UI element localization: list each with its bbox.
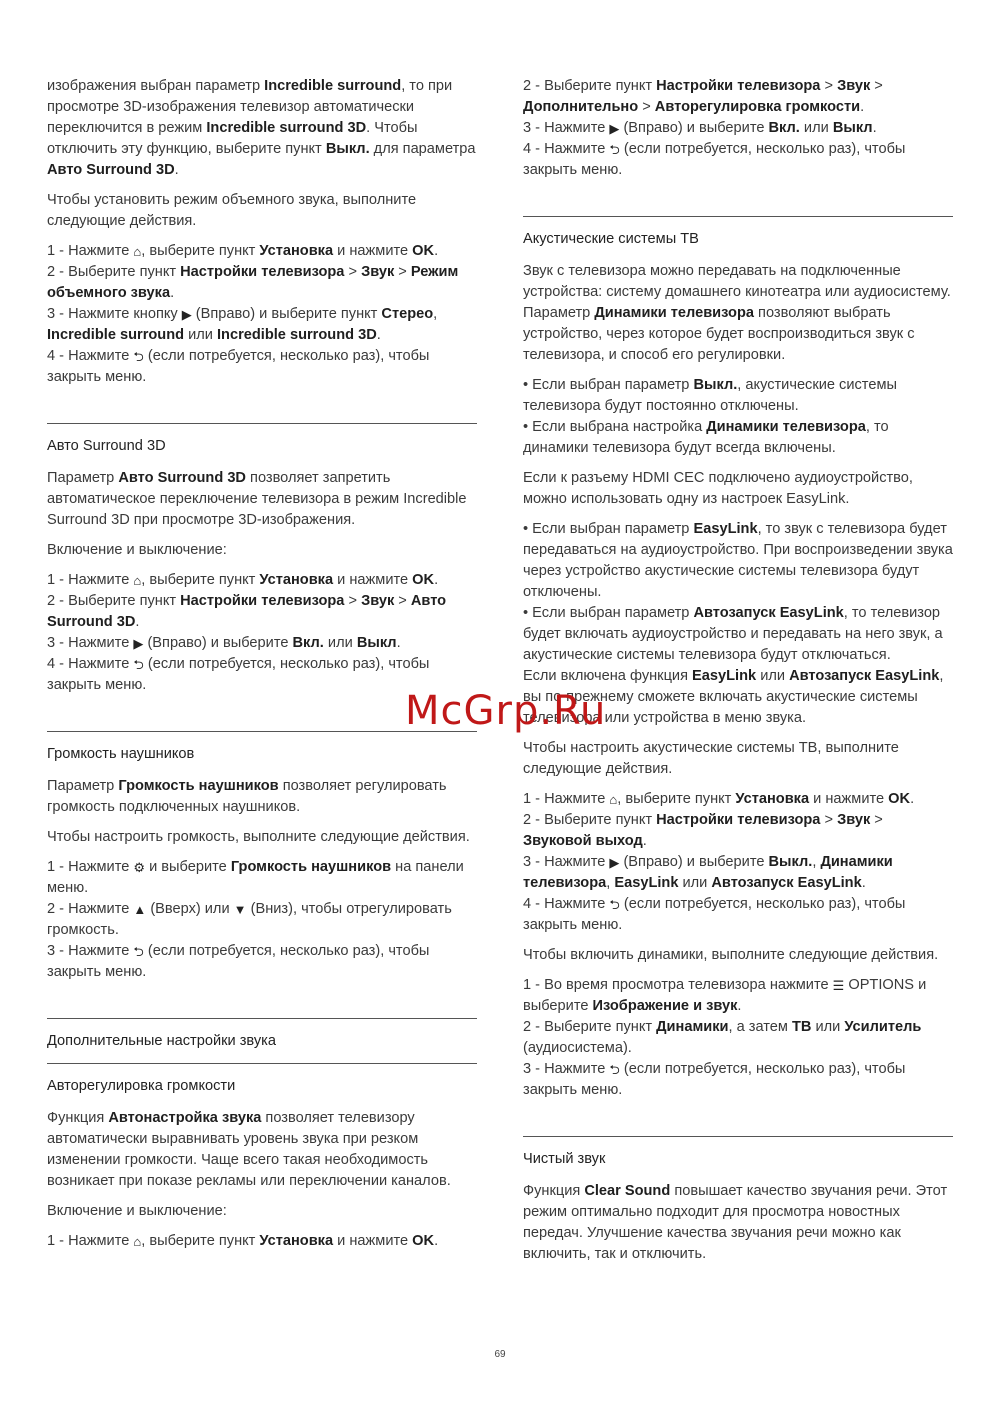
step: 2 - Выберите пункт Настройки телевизора > Звук > Режим объемного звука. bbox=[47, 264, 459, 301]
step: 2 - Нажмите ▲ (Вверх) или ▼ (Вниз), чтобы отрегулировать громкость. bbox=[47, 901, 452, 938]
options-icon: ☰ bbox=[832, 978, 845, 993]
bullet-item: • Если выбрана настройка Динамики телевизора, то динамики телевизора будут всегда включены. bbox=[523, 419, 889, 456]
right-arrow-icon: ▶ bbox=[133, 636, 144, 651]
bullet-item: • Если выбран параметр EasyLink, то звук с телевизора будет передаваться на аудиоустройство. При воспроизведении звука через устройство акустические системы телевизора будут отключены. bbox=[523, 521, 953, 600]
steps-list bbox=[523, 789, 953, 936]
step: 4 - Нажмите ⮌ (если потребуется, несколько раз), чтобы закрыть меню. bbox=[47, 348, 430, 385]
steps-list bbox=[47, 1231, 477, 1252]
page-number: 69 bbox=[494, 1349, 506, 1360]
step: 1 - Во время просмотра телевизора нажмите ☰ OPTIONS и выберите Изображение и звук. bbox=[523, 977, 927, 1014]
step: 3 - Нажмите ⮌ (если потребуется, несколько раз), чтобы закрыть меню. bbox=[47, 943, 430, 980]
home-icon: ⌂ bbox=[609, 792, 618, 807]
bullet-item: • Если выбран параметр Выкл., акустические системы телевизора будут постоянно отключены. bbox=[523, 377, 897, 414]
step: 3 - Нажмите кнопку ▶ (Вправо) и выберите пункт Стерео, Incredible surround или Incredible surround 3D. bbox=[47, 306, 438, 343]
bullet-list bbox=[523, 375, 953, 459]
paragraph: Функция Автонастройка звука позволяет телевизору автоматически выравнивать уровень звука при резком изменении громкости. Чаще всего такая необходимость возникает при показе рекламы или переключении каналов. bbox=[47, 1110, 451, 1189]
step: 2 - Выберите пункт Настройки телевизора > Звук > Звуковой выход. bbox=[523, 812, 883, 849]
back-icon: ⮌ bbox=[133, 944, 144, 959]
paragraph: Параметр Авто Surround 3D позволяет запретить автоматическое переключение телевизора в режим Incredible Surround 3D при просмотре 3D-изображения. bbox=[47, 470, 467, 528]
home-icon: ⌂ bbox=[133, 573, 142, 588]
step: 1 - Нажмите ⌂, выберите пункт Установка и нажмите OK. bbox=[523, 789, 953, 810]
step: 3 - Нажмите ▶ (Вправо) и выберите Вкл. или Выкл. bbox=[47, 633, 477, 654]
gear-icon: ⚙ bbox=[133, 860, 146, 875]
up-arrow-icon: ▲ bbox=[133, 902, 147, 917]
back-icon: ⮌ bbox=[609, 1062, 620, 1077]
section-divider bbox=[47, 423, 477, 424]
section-heading: Авто Surround 3D bbox=[47, 438, 166, 454]
paragraph: Если включена функция EasyLink или Автозапуск EasyLink, вы по-прежнему сможете включать акустические системы телевизора или устройства в меню звука. bbox=[523, 668, 944, 726]
paragraph: Чтобы настроить акустические системы ТВ, выполните следующие действия. bbox=[523, 740, 899, 777]
section-heading: Чистый звук bbox=[523, 1151, 606, 1167]
right-arrow-icon: ▶ bbox=[609, 855, 620, 870]
subsection-heading: Авторегулировка громкости bbox=[47, 1078, 236, 1094]
steps-list bbox=[523, 975, 953, 1101]
bullet-item: • Если выбран параметр Автозапуск EasyLink, то телевизор будет включать аудиоустройство и передавать на него звук, а акустические системы телевизора будут отключаться. bbox=[523, 605, 943, 663]
step: 2 - Выберите пункт Настройки телевизора > Звук > Дополнительно > Авторегулировка громкости. bbox=[523, 78, 883, 115]
step: 3 - Нажмите ⮌ (если потребуется, несколько раз), чтобы закрыть меню. bbox=[523, 1061, 906, 1098]
step: 4 - Нажмите ⮌ (если потребуется, несколько раз), чтобы закрыть меню. bbox=[523, 141, 906, 178]
step: 1 - Нажмите ⌂, выберите пункт Установка и нажмите OK. bbox=[47, 570, 477, 591]
section-divider bbox=[47, 1018, 477, 1019]
back-icon: ⮌ bbox=[609, 142, 620, 157]
back-icon: ⮌ bbox=[609, 897, 620, 912]
step: 2 - Выберите пункт Динамики, а затем ТВ или Усилитель (аудиосистема). bbox=[523, 1019, 922, 1056]
step: 1 - Нажмите ⌂, выберите пункт Установка и нажмите OK. bbox=[47, 241, 477, 262]
step: 1 - Нажмите ⌂, выберите пункт Установка и нажмите OK. bbox=[47, 1231, 477, 1252]
step: 4 - Нажмите ⮌ (если потребуется, несколько раз), чтобы закрыть меню. bbox=[47, 656, 430, 693]
steps-list bbox=[47, 241, 477, 388]
back-icon: ⮌ bbox=[133, 657, 144, 672]
step: 3 - Нажмите ▶ (Вправо) и выберите Вкл. или Выкл. bbox=[523, 118, 953, 139]
section-divider bbox=[523, 216, 953, 217]
section-heading: Дополнительные настройки звука bbox=[47, 1033, 276, 1049]
paragraph: Если к разъему HDMI CEC подключено аудиоустройство, можно использовать одну из настроек EasyLink. bbox=[523, 470, 913, 507]
steps-list bbox=[523, 76, 953, 181]
home-icon: ⌂ bbox=[133, 1234, 142, 1249]
paragraph: изображения выбран параметр Incredible surround, то при просмотре 3D-изображения телевизор автоматически переключится в режим Incredible surround 3D. Чтобы отключить эту функцию, выберите пункт Выкл. для параметра Авто Surround 3D. bbox=[47, 78, 476, 178]
section-divider bbox=[47, 1063, 477, 1064]
section-heading: Громкость наушников bbox=[47, 746, 195, 762]
paragraph: Чтобы настроить громкость, выполните следующие действия. bbox=[47, 829, 470, 845]
paragraph: Звук с телевизора можно передавать на подключенные устройства: систему домашнего кинотеатра или аудиосистему. Параметр Динамики телевизора позволяют выбрать устройство, через которое будет воспроизводиться звук с телевизора, и способ его регулировки. bbox=[523, 263, 951, 363]
section-divider bbox=[523, 1136, 953, 1137]
paragraph: Чтобы установить режим объемного звука, выполните следующие действия. bbox=[47, 192, 417, 229]
paragraph: Чтобы включить динамики, выполните следующие действия. bbox=[523, 947, 939, 963]
paragraph: Параметр Громкость наушников позволяет регулировать громкость подключенных наушников. bbox=[47, 778, 447, 815]
paragraph: Включение и выключение: bbox=[47, 1203, 227, 1219]
step: 3 - Нажмите ▶ (Вправо) и выберите Выкл., Динамики телевизора, EasyLink или Автозапуск EasyLink. bbox=[523, 854, 893, 891]
right-column bbox=[523, 76, 953, 1274]
down-arrow-icon: ▼ bbox=[233, 902, 247, 917]
step: 2 - Выберите пункт Настройки телевизора > Звук > Авто Surround 3D. bbox=[47, 593, 447, 630]
paragraph: Функция Clear Sound повышает качество звучания речи. Этот режим оптимально подходит для просмотра новостных передач. Улучшение качества звучания речи можно как включить, так и отключить. bbox=[523, 1183, 948, 1262]
steps-list bbox=[47, 570, 477, 696]
step: 4 - Нажмите ⮌ (если потребуется, несколько раз), чтобы закрыть меню. bbox=[523, 896, 906, 933]
watermark: McGrp.Ru bbox=[405, 688, 607, 734]
step: 1 - Нажмите ⚙ и выберите Громкость наушников на панели меню. bbox=[47, 859, 464, 896]
steps-list bbox=[47, 857, 477, 983]
left-column bbox=[47, 76, 477, 1261]
paragraph: Включение и выключение: bbox=[47, 542, 227, 558]
section-heading: Акустические системы ТВ bbox=[523, 231, 699, 247]
right-arrow-icon: ▶ bbox=[609, 121, 620, 136]
home-icon: ⌂ bbox=[133, 244, 142, 259]
right-arrow-icon: ▶ bbox=[181, 307, 192, 322]
back-icon: ⮌ bbox=[133, 349, 144, 364]
